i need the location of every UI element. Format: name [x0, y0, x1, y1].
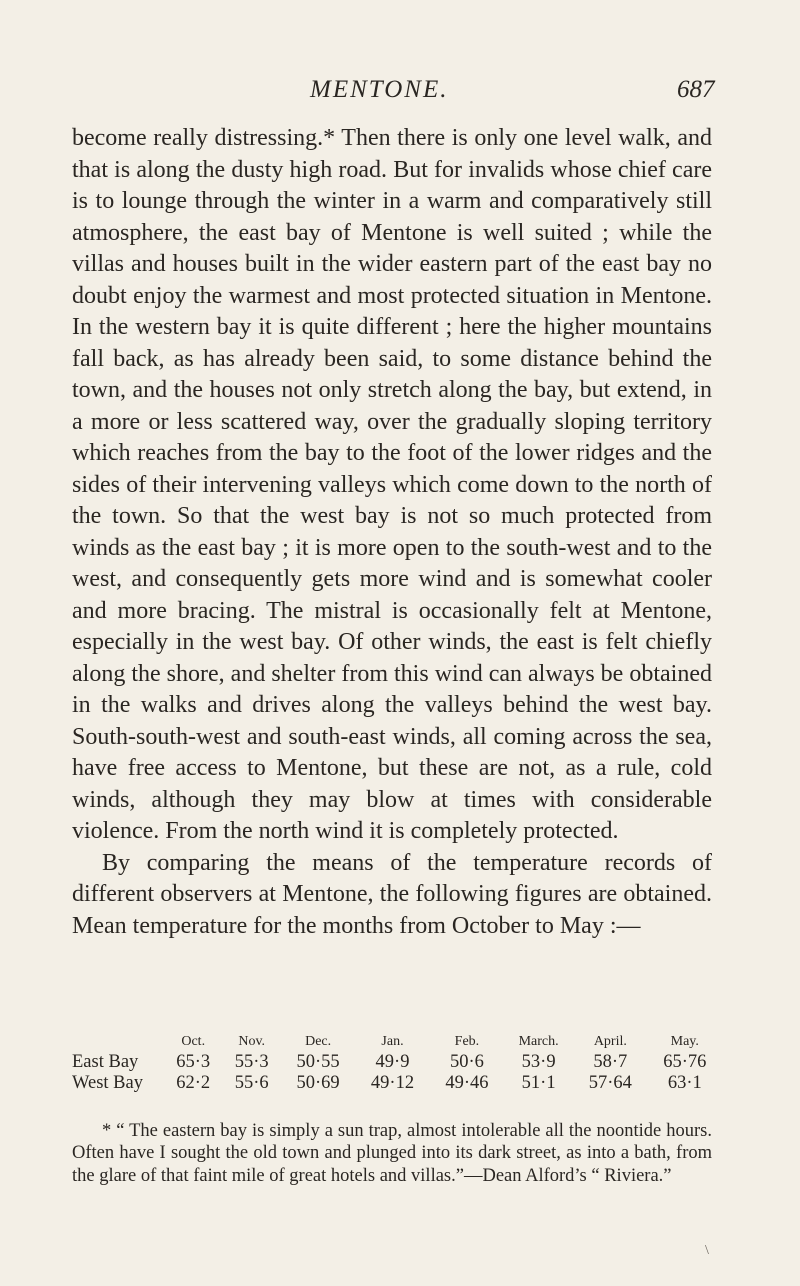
- table-corner: [72, 1032, 164, 1052]
- table-row: [72, 1073, 722, 1094]
- table-cell: 50·6: [449, 1052, 484, 1072]
- table-cell: 53·9: [521, 1052, 556, 1072]
- month-header: May.: [670, 1034, 699, 1049]
- table-cell: 51·1: [521, 1073, 556, 1093]
- table-cell: 65·3: [176, 1052, 211, 1072]
- body-text: [72, 123, 712, 942]
- table-cell: 49·9: [375, 1052, 410, 1072]
- paragraph-1: become really distressing.* Then there is only one level walk, and that is along the dusty high road. But for invalids whose chief care is to lounge through the winter in a warm and comparatively still atmosphere, the east bay of Mentone is well suited ; while the villas and houses built in the wider eastern part of the east bay no doubt enjoy the warmest and most protected situation in Mentone. In the western bay it is quite different ; here the higher mountains fall back, as has already been said, to some distance behind the town, and the houses not only stretch along the bay, but extend, in a more or less scattered way, over the gradually sloping territory which reaches from the bay to the foot of the lower ridges and the sides of their intervening valleys which come down to the north of the town. So that the west bay is not so much protected from winds as the east bay ; it is more open to the south-west and to the west, and consequently gets more wind and is somewhat cooler and more bracing. The mistral is occasionally felt at Mentone, especially in the west bay. Of other winds, the east is felt chiefly along the shore, and shelter from this wind can always be obtained in the walks and drives along the valleys behind the west bay. South-south-west and south-east winds, all coming across the sea, have free access to Mentone, but these are not, as a rule, cold winds, although they may blow at times with considerable violence. From the north wind it is completely protected.: [72, 125, 712, 844]
- row-label: West Bay: [72, 1073, 143, 1093]
- month-header: March.: [518, 1034, 559, 1049]
- running-head: [0, 76, 800, 108]
- table-cell: 58·7: [593, 1052, 628, 1072]
- month-header: Dec.: [305, 1034, 332, 1049]
- table-cell: 65·76: [663, 1052, 707, 1072]
- running-title: MENTONE.: [310, 76, 449, 103]
- table-cell: 50·55: [296, 1052, 340, 1072]
- table-cell: 63·1: [667, 1073, 702, 1093]
- row-label: East Bay: [72, 1052, 139, 1072]
- table-cell: 49·46: [445, 1073, 489, 1093]
- month-header: Jan.: [381, 1034, 404, 1049]
- table-cell: 55·3: [234, 1052, 269, 1072]
- table-cell: 49·12: [370, 1073, 415, 1093]
- month-header: April.: [593, 1034, 627, 1049]
- paragraph-2: By comparing the means of the temperature records of different observers at Mentone, the following figures are obtained. Mean temperature for the months from October to May :—: [72, 849, 712, 939]
- margin-mark: \: [705, 1243, 709, 1258]
- month-header: Feb.: [454, 1034, 480, 1049]
- month-header: Oct.: [181, 1034, 206, 1049]
- table-cell: 55·6: [234, 1073, 269, 1093]
- table-cell: 57·64: [588, 1073, 632, 1093]
- temperature-table: [72, 1032, 722, 1094]
- month-header: Nov.: [238, 1034, 266, 1049]
- table-header-row: [72, 1032, 722, 1052]
- table-row: [72, 1052, 722, 1073]
- table-cell: 62·2: [176, 1073, 211, 1093]
- page-number: 687: [677, 76, 715, 103]
- table-cell: 50·69: [296, 1073, 340, 1093]
- footnote: * “ The eastern bay is simply a sun trap, almost intolerable all the noontide hours. Often have I sought the old town and plunged into its dark street, as into a bath, from the glare of that faint mile of great hotels and villas.”—Dean Alford’s “ Riviera.”: [72, 1120, 712, 1186]
